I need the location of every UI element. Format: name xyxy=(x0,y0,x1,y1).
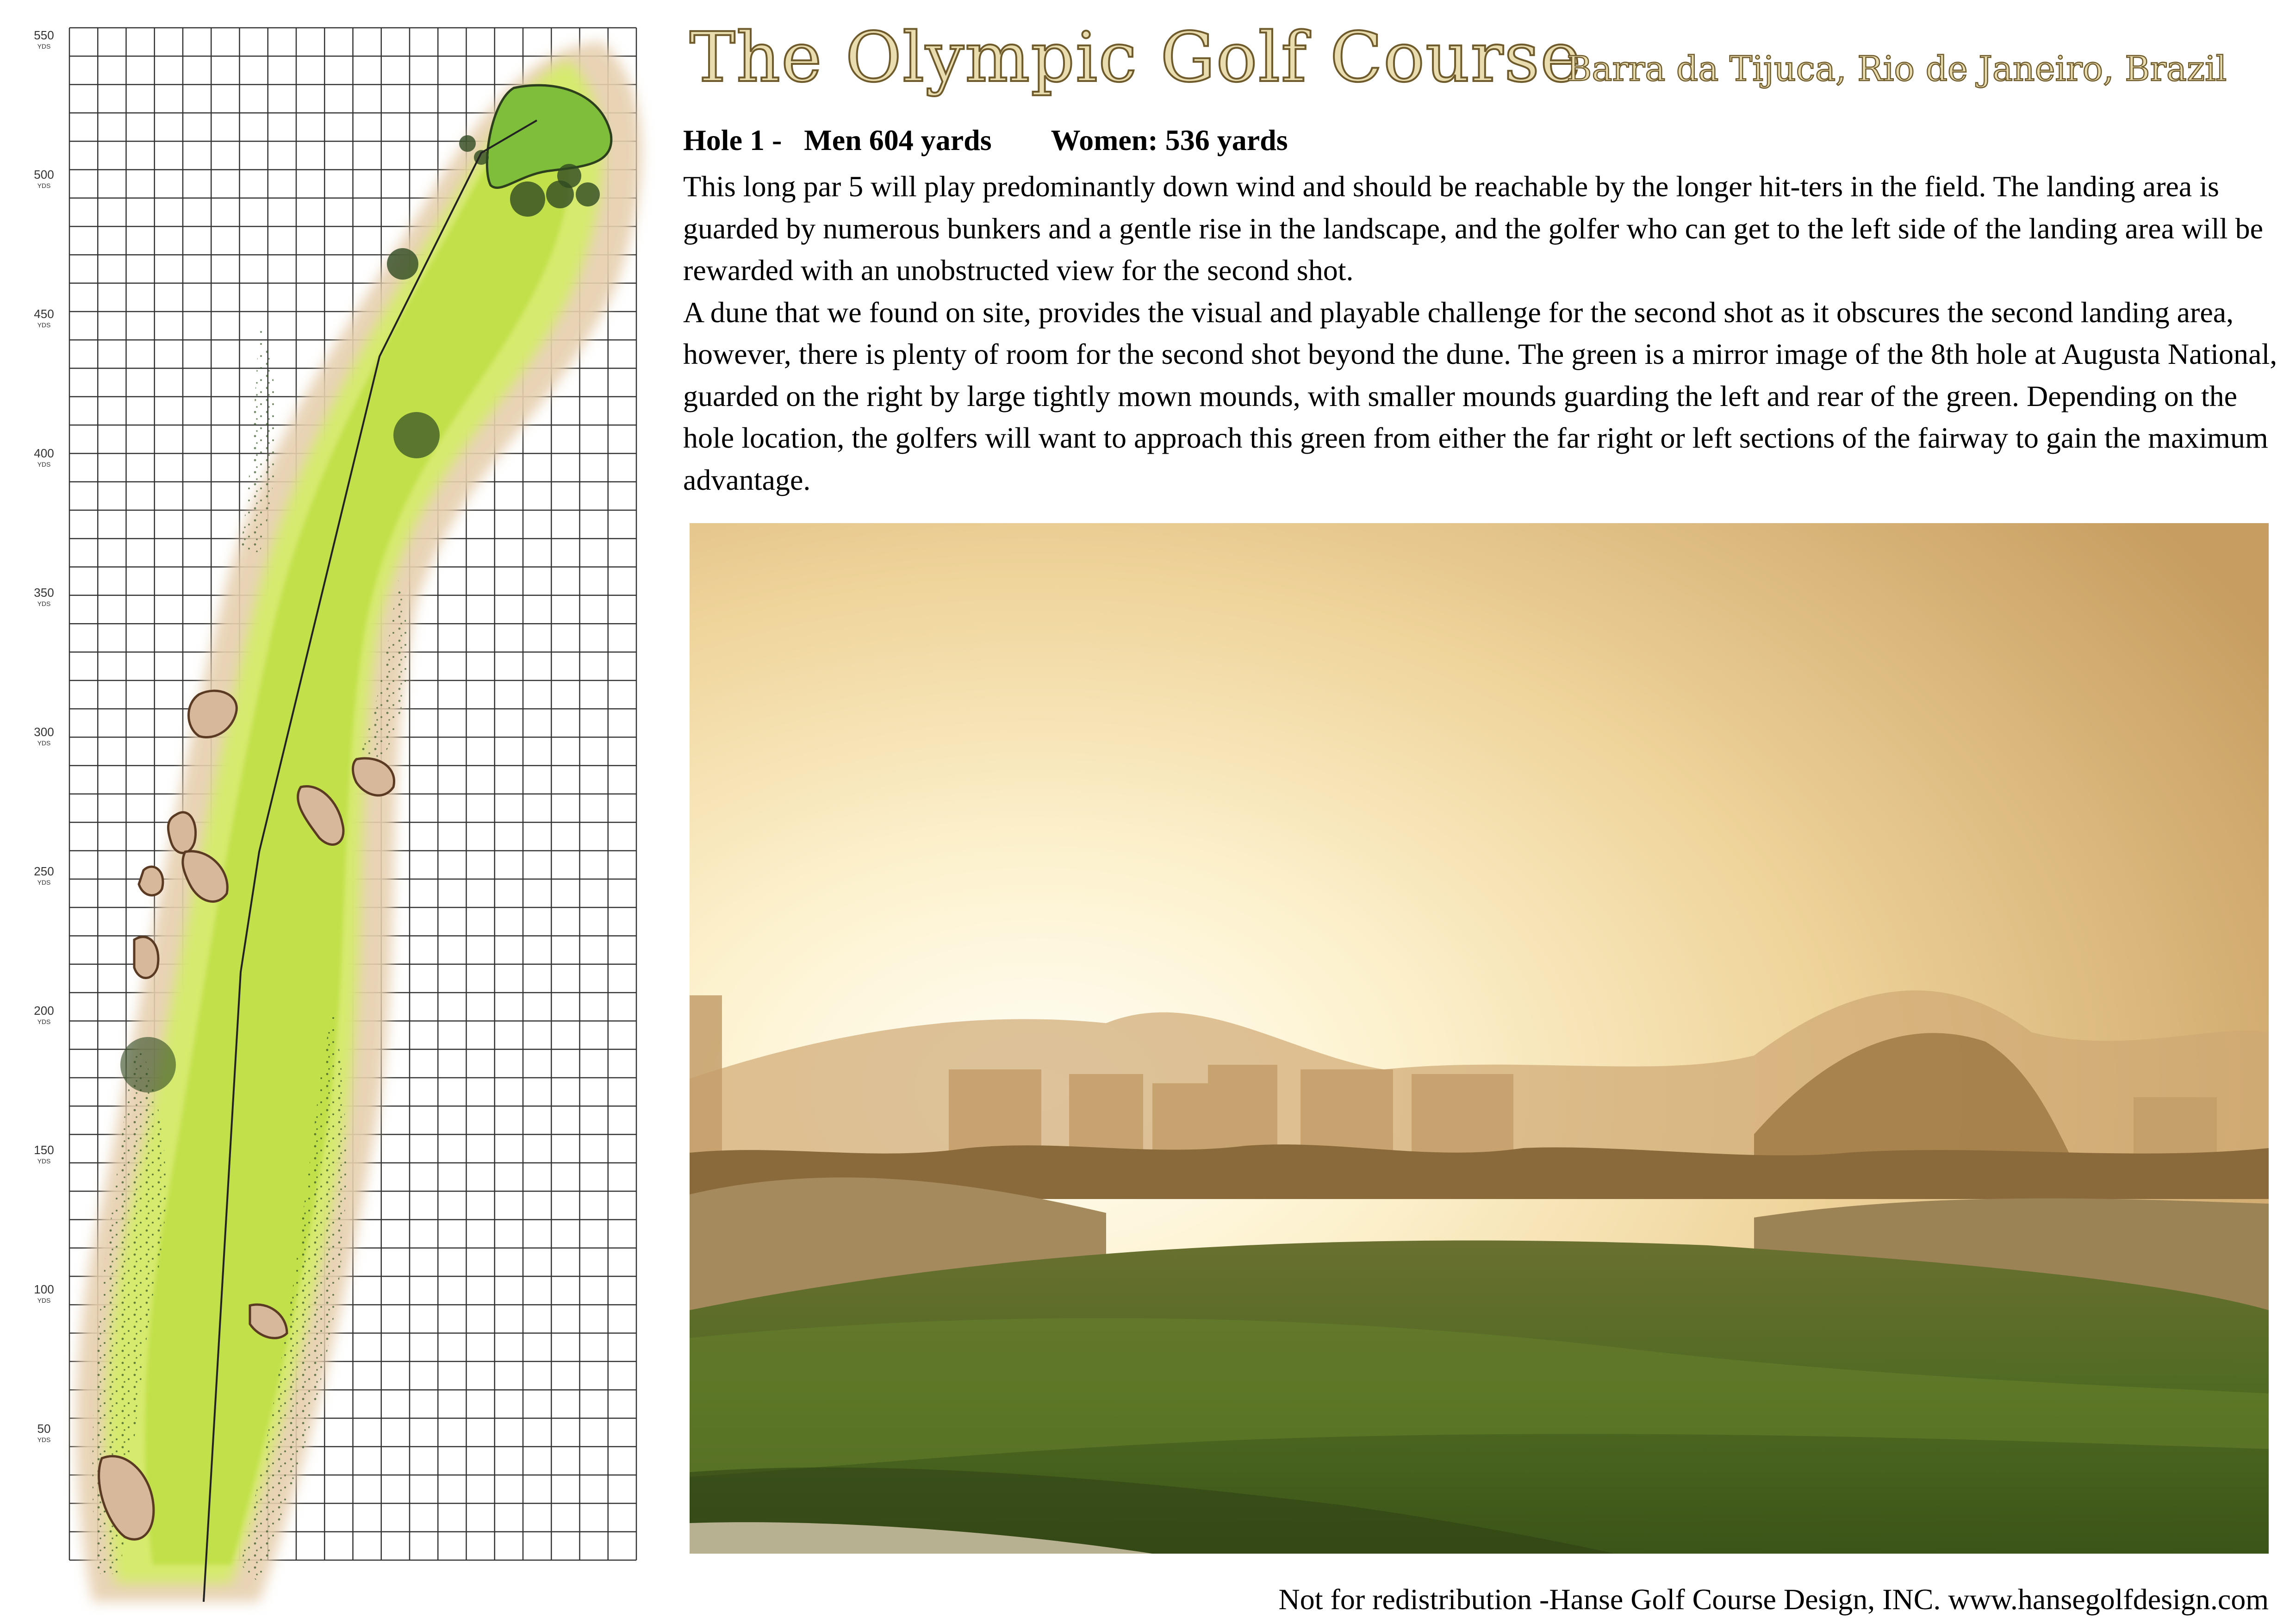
course-location: Barra da Tijuca, Rio de Janeiro, Brazil xyxy=(1567,49,2227,89)
yardage-unit: YDS xyxy=(37,1436,51,1443)
yardage-label: 150 xyxy=(34,1143,54,1157)
description-paragraph-2: A dune that we found on site, provides the visual and playable challenge for the second shot as it obscures the second landing area, however, there is plenty of room for the second shot beyond the dune. The green is a mirror image of the 8th hole at Augusta National, guarded on the right by large tightly mown mounds, with smaller mounds guarding the left and rear of the green. Depending on the hole location, the golfers will want to approach this green from either the far right or left sections of the fairway to gain the maximum advantage. xyxy=(683,295,2277,496)
yardage-label: 550 xyxy=(34,28,54,42)
men-yardage: Men 604 yards xyxy=(804,124,992,156)
yardage-label: 200 xyxy=(34,1004,54,1018)
yardage-unit: YDS xyxy=(37,600,51,607)
yardage-label: 250 xyxy=(34,864,54,878)
yardage-unit: YDS xyxy=(37,1297,51,1304)
yardage-unit: YDS xyxy=(37,43,51,50)
yardage-unit: YDS xyxy=(37,461,51,468)
sunset-fairway-photo xyxy=(690,523,2269,1554)
course-photo xyxy=(690,523,2269,1554)
description-paragraph-1: This long par 5 will play predominantly down wind and should be reachable by the longer hit-ters in the field. The landing area is guarded by numerous bunkers and a gentle rise in the landscape, and the golfer who can get to the left side of the landing area will be rewarded with an unobstructed view for the second shot. xyxy=(683,170,2263,287)
hole-name: Hole 1 - xyxy=(683,124,782,156)
yardage-unit: YDS xyxy=(37,1157,51,1165)
yardage-unit: YDS xyxy=(37,739,51,747)
hole-plan-drawing xyxy=(0,0,685,1624)
yardage-label: 300 xyxy=(34,725,54,739)
women-yardage: Women: 536 yards xyxy=(1051,124,1288,156)
yardage-unit: YDS xyxy=(37,879,51,886)
yardage-unit: YDS xyxy=(37,182,51,189)
footer-notice: Not for redistribution -Hanse Golf Course Design, INC. www.hansegolfdesign.com xyxy=(1278,1583,2269,1616)
yardage-label: 450 xyxy=(34,307,54,321)
yardage-label: 50 xyxy=(37,1422,51,1436)
yardage-label: 400 xyxy=(34,446,54,460)
course-title: The Olympic Golf Course xyxy=(690,18,1582,97)
title-block xyxy=(690,19,2282,106)
yardage-unit: YDS xyxy=(37,1018,51,1025)
yardage-label: 350 xyxy=(34,586,54,600)
hole-description xyxy=(683,166,2284,501)
hole-heading xyxy=(683,124,1288,156)
yardage-unit: YDS xyxy=(37,321,51,329)
yardage-label: 500 xyxy=(34,168,54,181)
yardage-label: 100 xyxy=(34,1282,54,1296)
yardage-labels xyxy=(34,28,54,1443)
